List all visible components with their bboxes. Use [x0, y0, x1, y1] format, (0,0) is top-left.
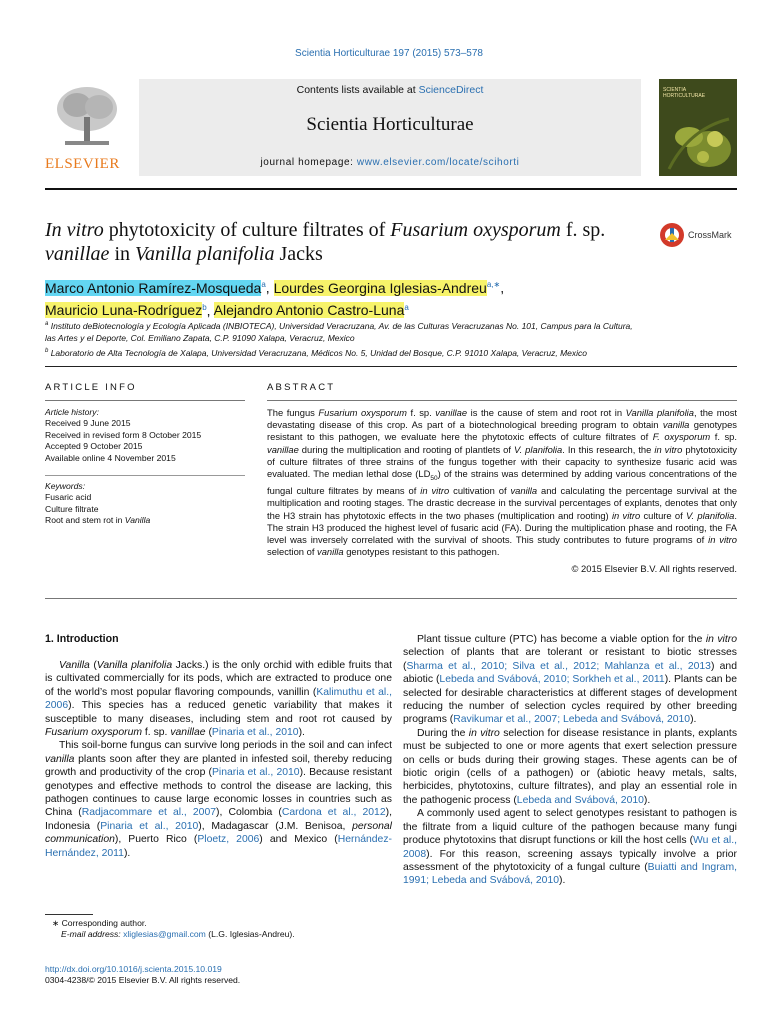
crossmark-icon — [659, 222, 685, 248]
paragraph: Plant tissue culture (PTC) has become a viable option for the in vitro selection of plants that are tolerant or resistant to biotic stresses (Sharma et al., 2010; Silva et al., 2012; Mahlanza et al., 2013) and abiotic (Lebeda and Svábová, 2010; Sorkheh et al., 2011). Plants can be selected for desirable characteristics at different stages of development reducing the number of selection cycles required by other breeding programs (Ravikumar et al., 2007; Lebeda and Svábová, 2010). — [403, 634, 737, 726]
citation-link[interactable]: Ploetz, 2006 — [197, 834, 260, 846]
abstract-copyright: © 2015 Elsevier B.V. All rights reserved. — [571, 563, 737, 575]
citation-link[interactable]: Pinaria et al., 2010 — [100, 820, 199, 832]
elsevier-tree-icon — [45, 83, 130, 153]
author-2: Lourdes Georgina Iglesias-Andreu — [273, 279, 487, 296]
author-4: Alejandro Antonio Castro-Luna — [213, 302, 405, 319]
journal-cover[interactable] — [659, 79, 737, 176]
citation-link[interactable]: Kalimuthu et al., 2006 — [45, 686, 392, 712]
header-rule — [45, 188, 737, 190]
paragraph: Vanilla (Vanilla planifolia Jacks.) is the only orchid with edible fruits that is cultivated commercially for its pods, which are extracted to produce one of the world’s most popular flavoring compounds, vanillin (Kalimuthu et al., 2006). This species has a reduced genetic variability that makes it susceptible to many diseases, including stem and root rot caused by Fusarium oxysporum f. sp. vanillae (Pinaria et al., 2010). — [45, 660, 392, 739]
crossmark-badge[interactable]: CrossMark — [659, 222, 732, 248]
article-info-rule — [45, 400, 245, 401]
abstract-text: The fungus Fusarium oxysporum f. sp. vanillae is the cause of stem and root rot in Vanilla planifolia, the most devastating disease of this crop. As part of a biotechnological breeding program to obtain vanilla genotypes resistant to this pathogen, we evaluate here the phytotoxic effects of culture filtrates of F. oxysporum f. sp. vanillae during the multiplication and rooting of plantlets of V. planifolia. In this research, the in vitro phytotoxicity of culture filtrates of three strains of the fungus together with their capacity to synthesize fusaric acid was evaluated. The median lethal dose $(LD_{50})$ of the strains was determined by adding various concentrations of the fungal culture filtrates by means of in vitro cultivation of vanilla and calculating the percentage survival at the multiplication and rooting stages. The drastic decrease in the survival percentages of explants, denotes that only the H3 strain has phytotoxic effects in the two phases (multiplication and rooting) in vitro culture of V. planifolia. The strain H3 produced the highest level of fusaric acid (FA). During the multiplication phase and rooting, the FA level was inversely correlated with the survival of shoots. This study contributes to future programs of in vitro selection of vanilla genotypes resistant to this pathogen. © 2015 Elsevier B.V. All rights reserved. — [267, 407, 738, 575]
doi-link[interactable]: http://dx.doi.org/10.1016/j.scienta.2015.10.019 — [45, 964, 222, 974]
abstract-heading: ABSTRACT — [267, 382, 336, 393]
contents-line: Contents lists available at ScienceDirect — [296, 84, 484, 96]
journal-homepage: journal homepage: www.elsevier.com/locate/scihorti — [260, 157, 520, 168]
paragraph: A commonly used agent to select genotypes resistant to pathogen is the filtrate from a liquid culture of the pathogen because many fungi produce phytotoxins that disrupt functions or kill the host cells (Wu et al., 2008). For this reason, screening assays typically involve a prior assessment of the phytotoxicity of a fungal culture (Buiatti and Ingram, 1991; Lebeda and Svábová, 2010). — [403, 808, 737, 887]
homepage-link[interactable]: www.elsevier.com/locate/scihorti — [356, 157, 520, 168]
keywords-rule — [45, 475, 245, 476]
article-history: Article history: Received 9 June 2015 Received in revised form 8 October 2015 Accepted 9 October 2015 Available online 4 November 2015 — [45, 407, 202, 463]
body-column-right — [403, 633, 737, 888]
author-3: Mauricio Luna-Rodríguez — [45, 302, 203, 319]
paragraph: During the in vitro selection for disease resistance in plants, explants must be subjected to one or more agents that exert selection pressure on cells or buds during their growing stages. These agents can be of biotic origin (cells of a pathogen) or (abiotic heavy metals, salts, herbicides, phytotoxins, culture filtrates), and play an essential role in the pathogenic process (Lebeda and Svábová, 2010). — [403, 727, 738, 806]
paragraph: This soil-borne fungus can survive long periods in the soil and can infect vanilla plants soon after they are planted in infested soil, thereby reducing growth and productivity of the crop (Pinaria et al., 2010). Because resistant genotypes and effective methods to control the disease are lacking, this pathogen continues to cause large economic losses in countries such as China (Radjacommare et al., 2007), Colombia (Cardona et al., 2012), Indonesia (Pinaria et al., 2010), Madagascar (J.M. Benisoa, personal communication), Puerto Rico (Ploetz, 2006) and Mexico (Hernández-Hernández, 2011). — [45, 740, 392, 859]
doi-block: http://dx.doi.org/10.1016/j.scienta.2015.10.019 0304-4238/© 2015 Elsevier B.V. All rights reserved. — [45, 964, 395, 986]
keywords: Keywords: Fusaric acid Culture filtrate Root and stem rot in Vanilla — [45, 481, 151, 526]
publisher-name: ELSEVIER — [45, 156, 120, 172]
journal-citation[interactable]: Scientia Horticulturae 197 (2015) 573–578 — [295, 48, 483, 59]
author-1: Marco Antonio Ramírez-Mosqueda — [45, 279, 262, 296]
sciencedirect-link[interactable]: ScienceDirect — [418, 84, 484, 96]
citation-link[interactable]: Radjacommare et al., 2007 — [81, 807, 217, 819]
body-column-left — [45, 659, 392, 860]
article-title: In vitro phytotoxicity of culture filtrates of Fusarium oxysporum f. sp. vanillae in Vanilla planifolia Jacks — [45, 219, 606, 265]
elsevier-logo — [45, 83, 130, 173]
citation-link[interactable]: Pinaria et al., 2010 — [212, 767, 300, 779]
citation-link[interactable]: Sharma et al., 2010; Silva et al., 2012; Mahlanza et al., 2013 — [406, 660, 711, 672]
citation-link[interactable]: Wu et al., 2008 — [403, 835, 737, 860]
citation-link[interactable]: Lebeda and Svábová, 2010; Sorkheh et al., 2011 — [439, 674, 665, 686]
article-info-heading: ARTICLE INFO — [45, 382, 137, 393]
section-heading-introduction: 1. Introduction — [45, 633, 119, 645]
citation-link[interactable]: Cardona et al., 2012 — [281, 807, 386, 819]
footnote-rule — [45, 914, 93, 915]
abstract-end-rule — [45, 598, 737, 599]
footnote: ∗ Corresponding author. E-mail address: xliglesias@gmail.com (L.G. Iglesias-Andreu). — [52, 918, 295, 940]
author-list: Marco Antonio Ramírez-Mosqueda$^a$, Lourdes Georgina Iglesias-Andreu$^{a,∗}$, Mauricio Luna-Rodríguez$^b$, Alejandro Antonio Castro-Luna$^a$ — [45, 279, 505, 319]
citation-link[interactable]: Buiatti and Ingram, 1991; Lebeda and Svábová, 2010 — [403, 861, 737, 887]
journal-name: Scientia Horticulturae — [306, 114, 474, 135]
email-link[interactable]: xliglesias@gmail.com — [123, 929, 206, 940]
abstract-rule — [267, 400, 737, 401]
citation-link[interactable]: Pinaria et al., 2010 — [211, 727, 299, 739]
cover-title: SCIENTIA HORTICULTURAE — [663, 87, 706, 99]
citation-link[interactable]: Hernández-Hernández, 2011 — [45, 834, 392, 859]
affiliations: $^a$ Instituto deBiotecnología y Ecología Aplicada (INBIOTECA), Universidad Veracruzana, Av. de las Culturas Veracruzanas No. 101, Campus para la Cultura, las Artes y el Deporte, Col. Emiliano Zapata, C.P. 91090 Xalapa, Veracruz, Mexico $^b$ Laboratorio de Alta Tecnología de Xalapa, Universidad Veracruzana, Médicos No. 5, Unidad del Bosque, C.P. 91010 Xalapa, Veracruz, Mexico — [45, 320, 633, 358]
citation-link[interactable]: Ravikumar et al., 2007; Lebeda and Svábová, 2010 — [453, 714, 691, 726]
citation-link[interactable]: Lebeda and Svábová, 2010 — [516, 794, 644, 806]
affiliation-rule — [45, 366, 737, 367]
